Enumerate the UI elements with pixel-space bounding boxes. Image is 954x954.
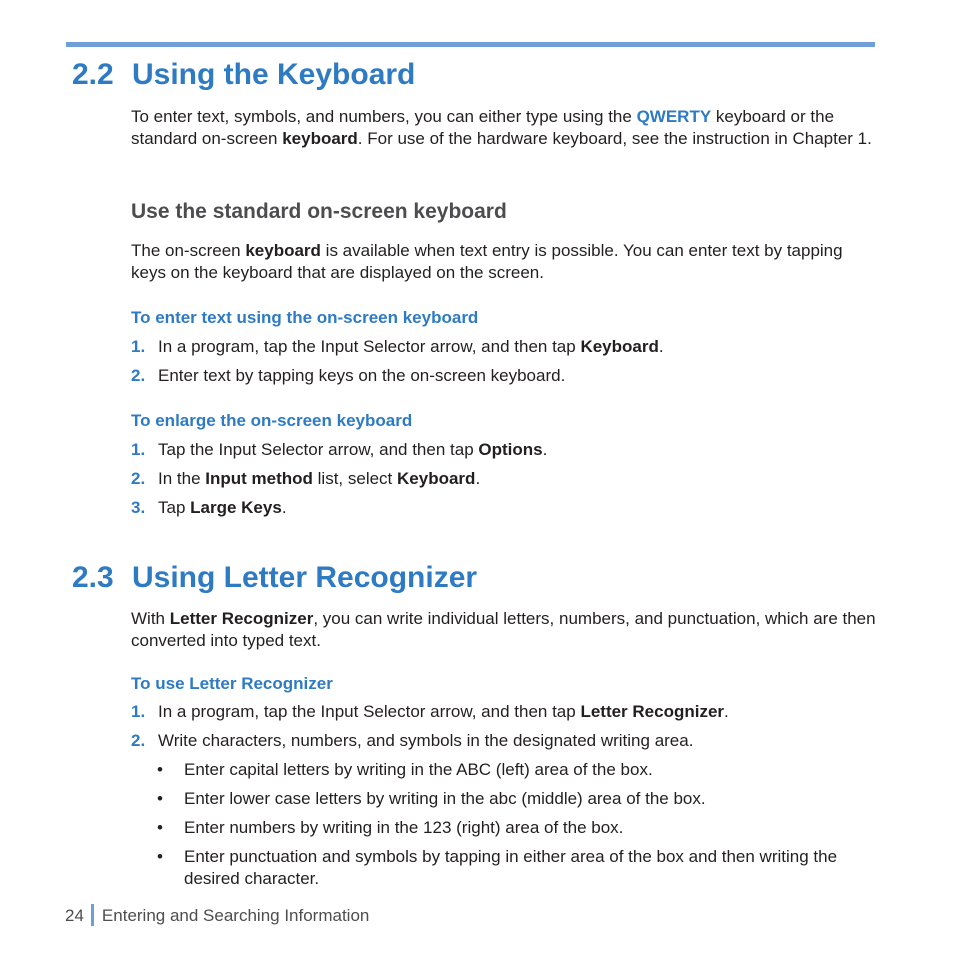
- step-number: 2.: [131, 469, 146, 488]
- bullet-text: Enter punctuation and symbols by tapping in either area of the box and then writing the desired character.: [184, 847, 838, 888]
- step-number: 2.: [131, 366, 146, 385]
- keyboard-term: keyboard: [245, 241, 321, 260]
- bullet-icon: •: [157, 789, 163, 808]
- bullet-item: [157, 846, 876, 890]
- step-number: 1.: [131, 702, 146, 721]
- procedure-step: [131, 439, 876, 461]
- procedure-heading: To enlarge the on-screen keyboard: [131, 411, 413, 430]
- bullet-item: [157, 759, 876, 781]
- footer-divider: [91, 904, 94, 926]
- step-number: 3.: [131, 498, 146, 517]
- step-text: Tap the Input Selector arrow, and then tap: [158, 440, 479, 459]
- intro-text: To enter text, symbols, and numbers, you can either type using the: [131, 107, 637, 126]
- sub-paragraph: [131, 240, 876, 284]
- intro-text: , you can write individual letters, numbers, and punctuation, which are then converted into typed text.: [131, 609, 876, 650]
- step-text: Tap: [158, 498, 191, 517]
- section-heading-2-3: [72, 561, 477, 595]
- ui-term: Options: [478, 440, 543, 459]
- bullet-item: [157, 817, 876, 839]
- procedure-step: [131, 701, 876, 723]
- section-2-2-intro: [131, 106, 876, 150]
- chapter-title: Entering and Searching Information: [101, 906, 370, 925]
- ui-term: Input method: [205, 469, 313, 488]
- section-number: 2.2: [72, 58, 114, 91]
- intro-text: . For use of the hardware keyboard, see the instruction in Chapter 1.: [357, 129, 872, 148]
- procedure-step: [131, 468, 876, 490]
- procedure-step: [131, 730, 876, 752]
- step-number: 1.: [131, 440, 146, 459]
- procedure-heading: To use Letter Recognizer: [131, 674, 333, 693]
- step-text: Write characters, numbers, and symbols in the designated writing area.: [158, 731, 694, 750]
- step-text: In a program, tap the Input Selector arrow, and then tap: [158, 702, 581, 721]
- step-text: .: [542, 440, 548, 459]
- bullet-icon: •: [157, 847, 163, 866]
- section-heading-2-2: [72, 58, 415, 92]
- step-text: list, select: [312, 469, 398, 488]
- page-footer: [65, 904, 369, 926]
- bullet-icon: •: [157, 760, 163, 779]
- page-number: 24: [65, 906, 84, 925]
- bullet-icon: •: [157, 818, 163, 837]
- step-text: In the: [158, 469, 206, 488]
- qwerty-term: QWERTY: [636, 107, 712, 126]
- step-text: Enter text by tapping keys on the on-screen keyboard.: [158, 366, 566, 385]
- sub-heading: Use the standard on-screen keyboard: [131, 200, 507, 223]
- step-text: .: [658, 337, 664, 356]
- intro-text: keyboard or the standard on-screen: [131, 107, 835, 148]
- section-title: Using Letter Recognizer: [132, 561, 478, 594]
- intro-text: With: [131, 609, 170, 628]
- section-number: 2.3: [72, 561, 114, 594]
- step-text: .: [281, 498, 287, 517]
- procedure-heading: To enter text using the on-screen keyboard: [131, 308, 479, 327]
- top-rule: [66, 42, 875, 47]
- ui-term: Letter Recognizer: [169, 609, 314, 628]
- step-number: 2.: [131, 731, 146, 750]
- bullet-text: Enter lower case letters by writing in the abc (middle) area of the box.: [184, 789, 706, 808]
- bullet-text: Enter numbers by writing in the 123 (right) area of the box.: [184, 818, 624, 837]
- step-text: .: [475, 469, 481, 488]
- procedure-step: [131, 336, 876, 358]
- section-2-3-intro: [131, 608, 876, 652]
- ui-term: Letter Recognizer: [580, 702, 725, 721]
- procedure-step: [131, 365, 876, 387]
- step-text: In a program, tap the Input Selector arrow, and then tap: [158, 337, 581, 356]
- bullet-item: [157, 788, 876, 810]
- paragraph-text: is available when text entry is possible. You can enter text by tapping keys on the keyboard that are displayed on the screen.: [131, 241, 843, 282]
- ui-term: Large Keys: [190, 498, 282, 517]
- keyboard-term: keyboard: [282, 129, 358, 148]
- ui-term: Keyboard: [580, 337, 659, 356]
- section-title: Using the Keyboard: [132, 58, 416, 91]
- bullet-text: Enter capital letters by writing in the ABC (left) area of the box.: [184, 760, 653, 779]
- step-text: .: [724, 702, 729, 721]
- paragraph-text: The on-screen: [131, 241, 246, 260]
- procedure-step: [131, 497, 876, 519]
- ui-term: Keyboard: [397, 469, 476, 488]
- step-number: 1.: [131, 337, 146, 356]
